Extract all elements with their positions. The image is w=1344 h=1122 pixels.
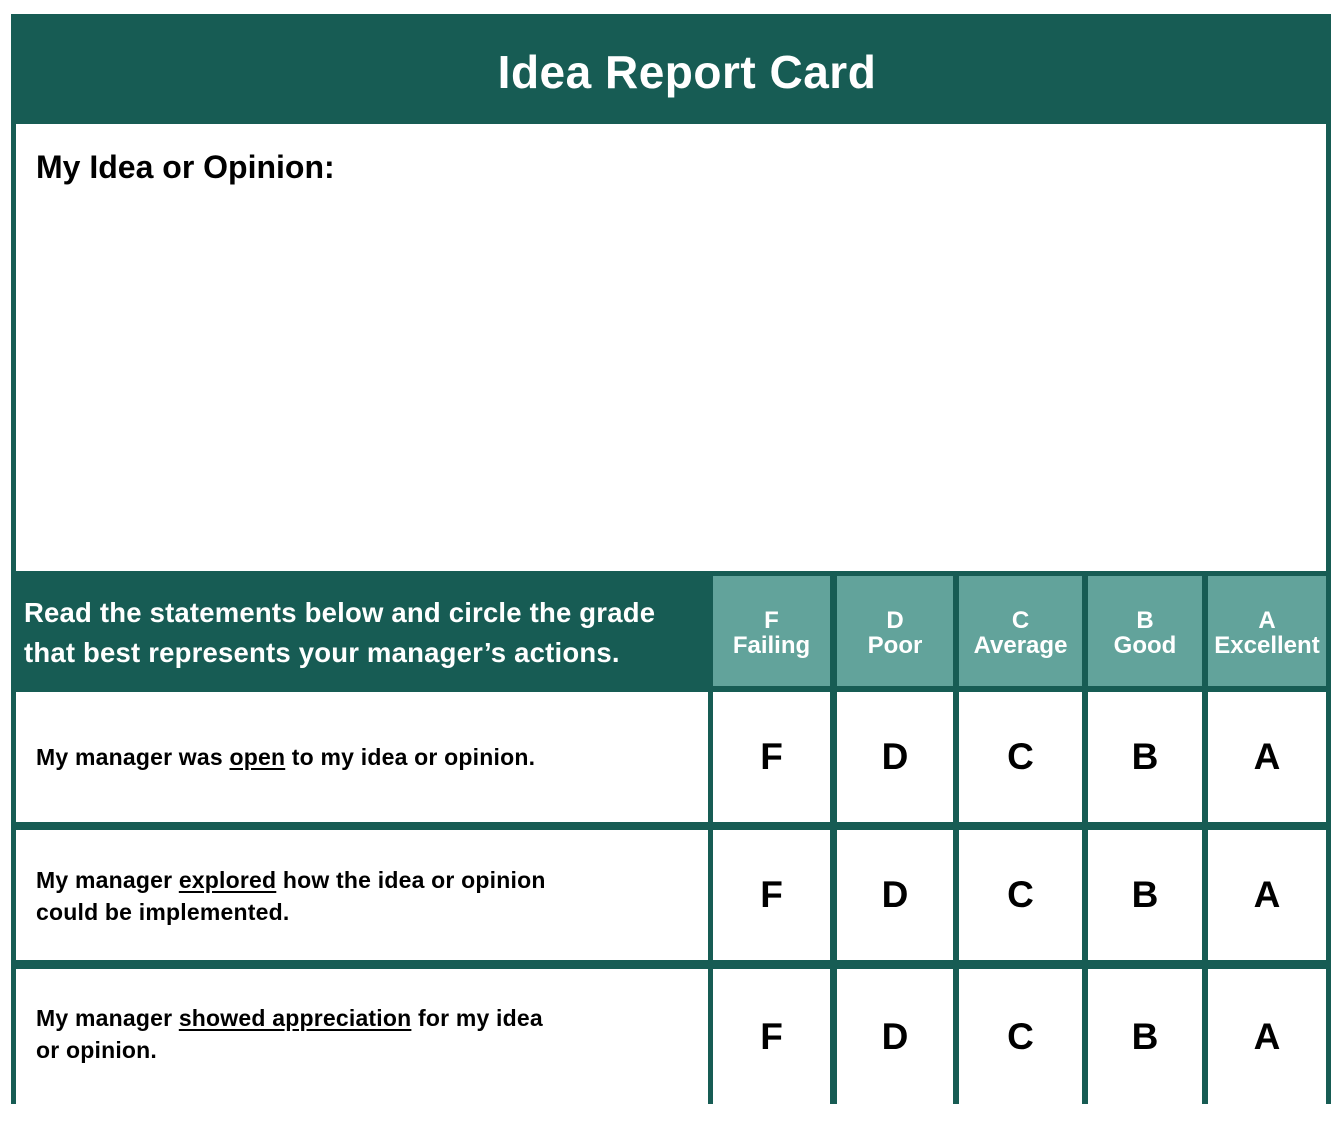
grading-table bbox=[16, 571, 1326, 1104]
grade-option-c[interactable]: C bbox=[959, 969, 1082, 1104]
instructions-line-2: that best represents your manager’s actions. bbox=[24, 637, 620, 668]
grade-header-letter: A bbox=[1258, 607, 1276, 634]
grade-header-label: Average bbox=[973, 632, 1068, 659]
title-bar bbox=[16, 19, 1326, 124]
grade-option-b[interactable]: B bbox=[1088, 830, 1202, 960]
grade-option-a[interactable]: A bbox=[1208, 969, 1326, 1104]
page-title: Idea Report Card bbox=[497, 45, 877, 98]
grade-header-c bbox=[959, 576, 1082, 686]
statement-text: My manager explored how the idea or opinion could be implemented. bbox=[36, 867, 546, 925]
grade-header-letter: C bbox=[1011, 607, 1030, 634]
grade-option-d[interactable]: D bbox=[837, 969, 953, 1104]
grade-option-c[interactable]: C bbox=[959, 692, 1082, 822]
grade-option-b[interactable]: B bbox=[1088, 692, 1202, 822]
grade-option-a[interactable]: A bbox=[1208, 692, 1326, 822]
grade-option-f[interactable]: F bbox=[713, 969, 830, 1104]
grade-option-d[interactable]: D bbox=[837, 692, 953, 822]
grade-option-d[interactable]: D bbox=[837, 830, 953, 960]
statement-keyword: explored bbox=[178, 867, 277, 893]
grade-header-letter: D bbox=[886, 607, 904, 634]
grade-header-letter: F bbox=[764, 607, 779, 634]
statement-row-2 bbox=[16, 830, 708, 960]
instructions-line-1: Read the statements below and circle the grade bbox=[24, 597, 656, 628]
grade-header-f bbox=[713, 576, 830, 686]
grade-header-label: Good bbox=[1113, 632, 1177, 659]
grade-header-d bbox=[837, 576, 953, 686]
grade-option-a[interactable]: A bbox=[1208, 830, 1326, 960]
statement-row-1 bbox=[16, 692, 708, 822]
grade-header-b bbox=[1088, 576, 1202, 686]
grade-option-f[interactable]: F bbox=[713, 830, 830, 960]
statement-text: My manager was open to my idea or opinion. bbox=[36, 744, 536, 770]
grade-option-c[interactable]: C bbox=[959, 830, 1082, 960]
statement-keyword: open bbox=[229, 744, 286, 770]
statement-text: My manager showed appreciation for my idea or opinion. bbox=[36, 1005, 543, 1063]
grade-header-label: Failing bbox=[732, 632, 811, 659]
grade-header-a bbox=[1208, 576, 1326, 686]
grade-option-b[interactable]: B bbox=[1088, 969, 1202, 1104]
statement-keyword: showed appreciation bbox=[178, 1005, 412, 1031]
instructions bbox=[16, 571, 708, 689]
idea-prompt-label: My Idea or Opinion: bbox=[36, 149, 335, 185]
grade-option-f[interactable]: F bbox=[713, 692, 830, 822]
idea-input-area[interactable] bbox=[16, 124, 1326, 571]
idea-report-card bbox=[11, 14, 1331, 1104]
grade-header-label: Excellent bbox=[1214, 632, 1320, 659]
grade-header-label: Poor bbox=[867, 632, 923, 659]
statement-row-3 bbox=[16, 969, 708, 1104]
grade-header-letter: B bbox=[1136, 607, 1154, 634]
